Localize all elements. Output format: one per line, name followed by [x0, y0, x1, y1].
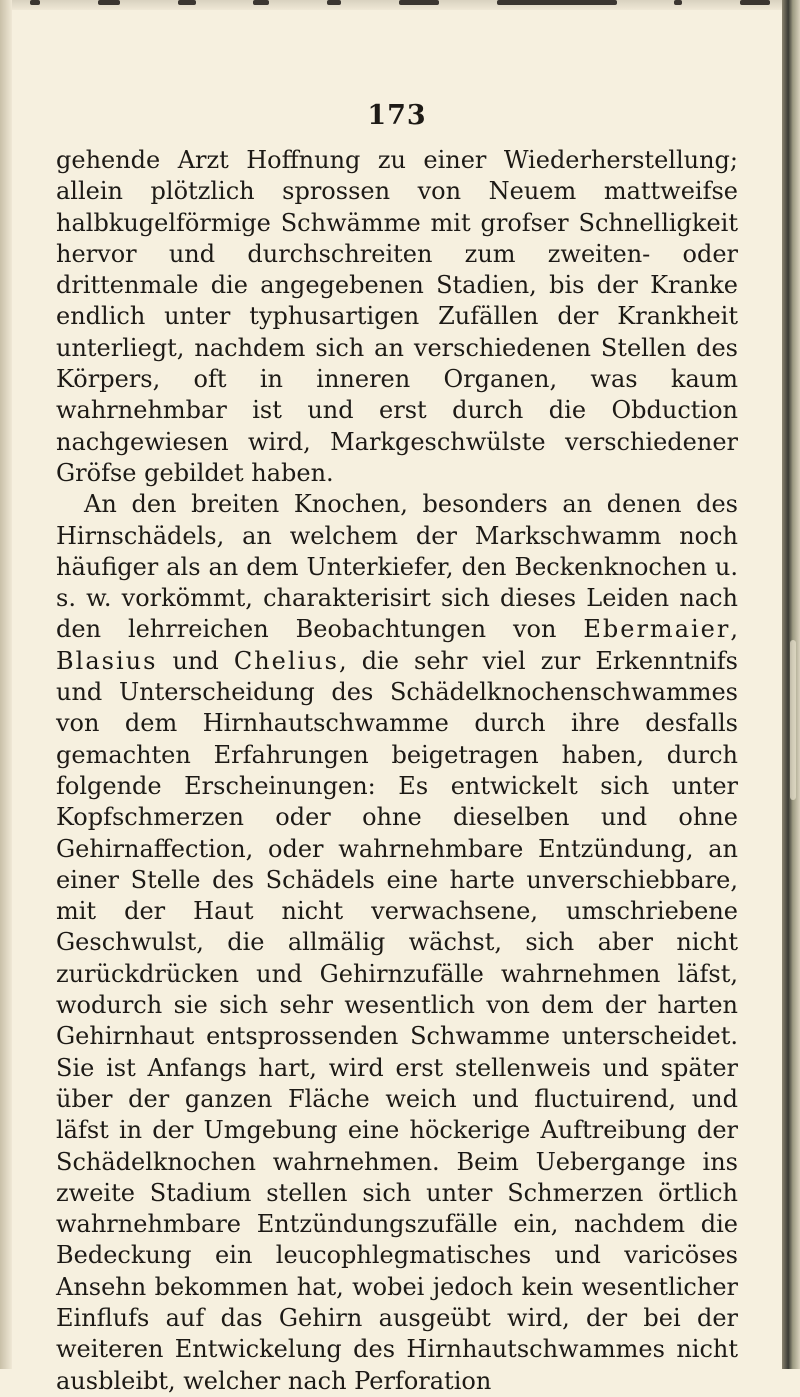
- page-number: 173: [367, 100, 427, 131]
- scan-top-edge: [0, 0, 800, 10]
- body-text: [56, 145, 738, 1397]
- page-left-edge: [0, 0, 12, 1369]
- author-conjunction: und: [157, 646, 234, 675]
- paragraph-1: gehende Arzt Hoffnung zu einer Wiederherstellung; allein plötzlich sprossen von Neuem mattweifse halbkugelförmige Schwämme mit grofser Schnelligkeit hervor und durchschreiten zum zweiten- oder drittenmale die angegebenen Stadien, bis der Kranke endlich unter typhusartigen Zufällen der Krankheit unterliegt, nachdem sich an verschiedenen Stellen des Körpers, oft in inneren Organen, was kaum wahrnehmbar ist und erst durch die Obduction nachgewiesen wird, Markgeschwülste verschiedener Gröfse gebildet haben.: [56, 146, 738, 487]
- paragraph-2-text-b: , die sehr viel zur Erkenntnifs und Unterscheidung des Schädelknochenschwammes von dem Hirnhautschwamme durch ihre desfalls gemachten Erfahrungen beigetragen haben, durch folgende Erscheinungen: Es entwickelt sich unter Kopfschmerzen oder ohne dieselben und ohne Gehirnaffection, oder wahrnehmbare Entzündung, an einer Stelle des Schädels eine harte unverschiebbare, mit der Haut nicht verwachsene, umschriebene Geschwulst, die allmälig wächst, sich aber nicht zurückdrücken und Gehirnzufälle wahrnehmen läfst, wodurch sie sich sehr wesentlich von dem der harten Gehirnhaut entsprossenden Schwamme unterscheidet. Sie ist Anfangs hart, wird erst stellenweis und später über der ganzen Fläche weich und fluctuirend, und läfst in der Umgebung eine höckerige Auftreibung der Schädelknochen wahrnehmen. Beim Uebergange ins zweite Stadium stellen sich unter Schmerzen örtlich wahrnehmbare Entzündungszufälle ein, nachdem die Bedeckung ein leucophlegmatisches und varicöses Ansehn bekommen hat, wobei jedoch kein wesentlicher Einflufs auf das Gehirn ausgeübt wird, der bei der weiteren Entwickelung des Hirnhautschwammes nicht ausbleibt, welcher nach Perforation: [56, 646, 738, 1395]
- spine-highlight: [790, 640, 796, 800]
- paragraph-2-text-a: An den breiten Knochen, besonders an denen des Hirnschädels, an welchem der Markschwamm noch häufiger als an dem Unterkiefer, den Beckenknochen u. s. w. vorkömmt, charakterisirt sich dieses Leiden nach den lehrreichen Beobachtungen von: [56, 490, 738, 644]
- book-spine-edge: [782, 0, 800, 1369]
- author-blasius: Blasius: [56, 646, 158, 675]
- author-ebermaier: Ebermaier: [583, 615, 731, 644]
- author-separator: ,: [730, 615, 738, 644]
- paragraph-2: [56, 489, 738, 1397]
- author-chelius: Chelius: [233, 646, 339, 675]
- previous-page-bleed: [30, 0, 770, 10]
- book-page: [56, 100, 738, 1397]
